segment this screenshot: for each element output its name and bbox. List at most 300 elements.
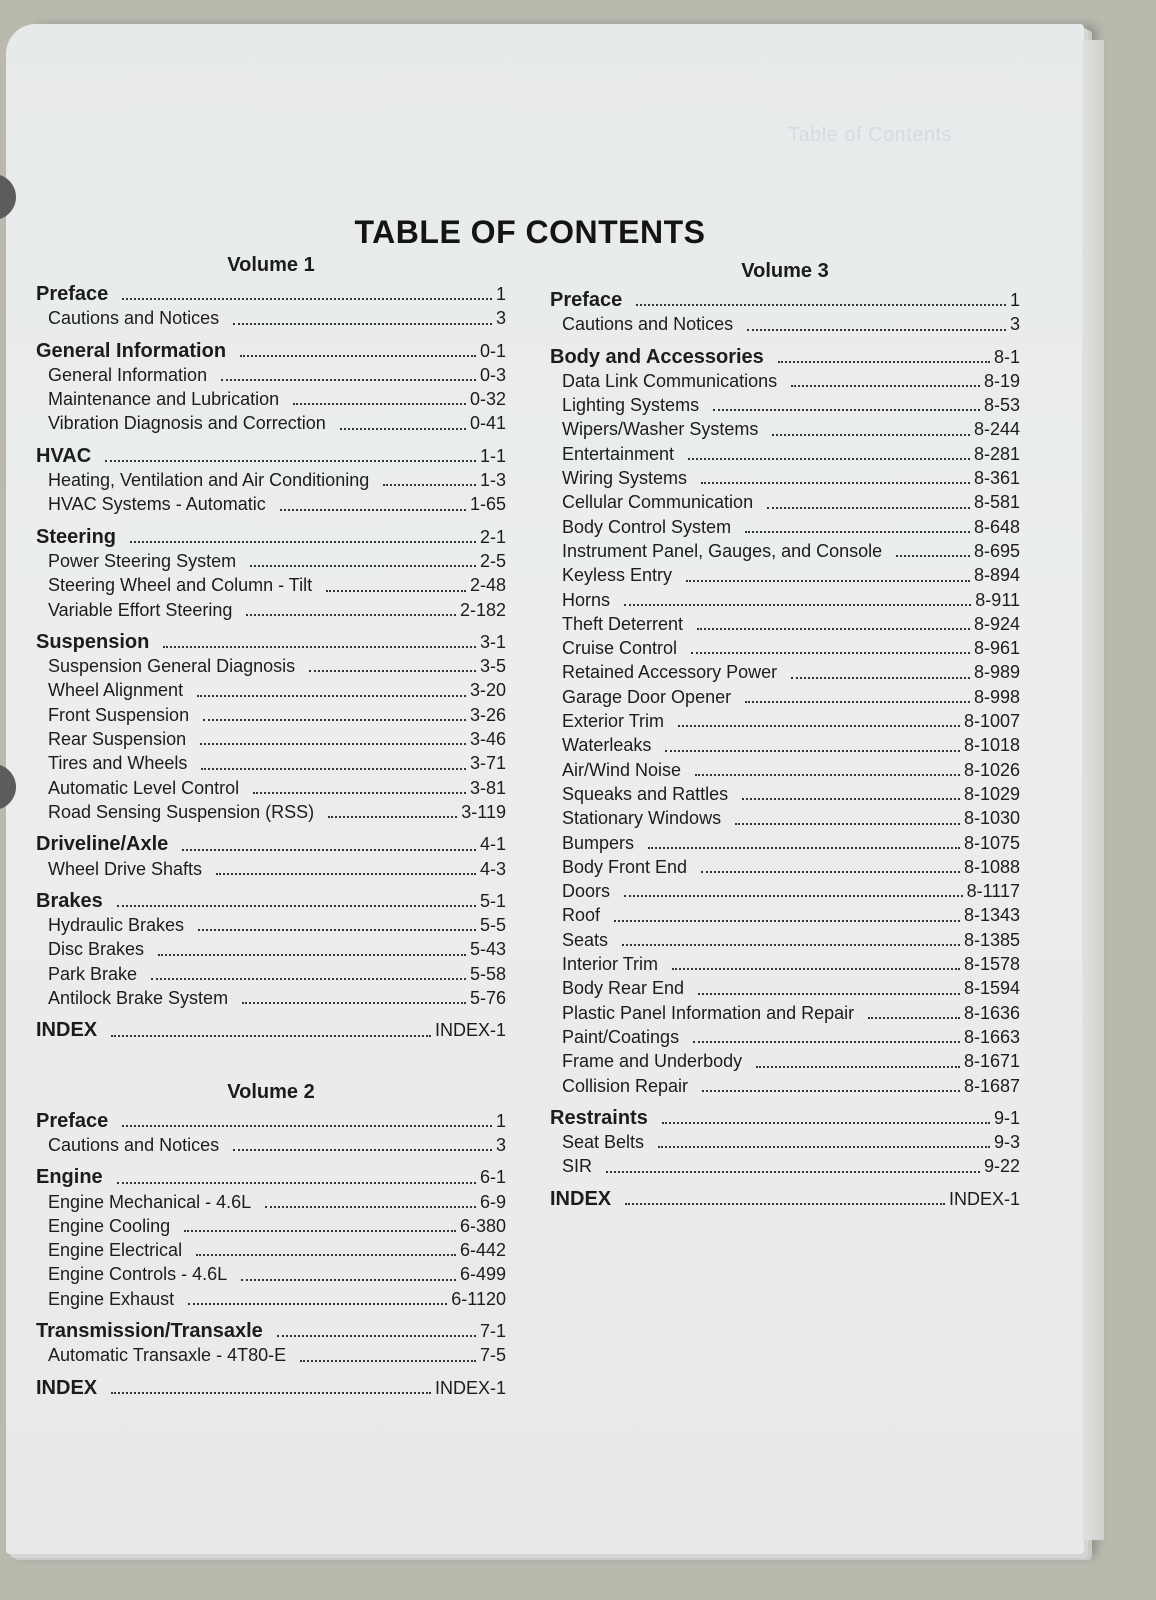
dot-leader xyxy=(695,768,960,776)
toc-entry-label: Power Steering System xyxy=(48,550,237,571)
toc-entry-page: 4-3 xyxy=(479,858,506,879)
dot-leader xyxy=(198,923,476,931)
toc-entry-page: 6-9 xyxy=(479,1191,506,1212)
toc-entry-label: Automatic Transaxle - 4T80-E xyxy=(48,1345,287,1366)
toc-entry xyxy=(550,855,1020,879)
toc-entry-page: 8-1343 xyxy=(963,905,1020,926)
toc-entry-label: Roof xyxy=(562,905,601,926)
toc-entry-page: 8-1075 xyxy=(963,832,1020,853)
toc-entry-page: 5-76 xyxy=(469,988,506,1009)
toc-entry-page: 8-1007 xyxy=(963,711,1020,732)
toc-entry-page: 3-5 xyxy=(479,656,506,677)
section-heading xyxy=(36,889,506,913)
toc-entry-label: Variable Effort Steering xyxy=(48,599,233,620)
toc-entry-label: Engine Electrical xyxy=(48,1240,183,1261)
toc-entry xyxy=(550,1074,1020,1098)
toc-entry xyxy=(36,1287,506,1311)
toc-entry-label: Interior Trim xyxy=(562,954,659,975)
toc-entry-label: Wheel Alignment xyxy=(48,680,184,701)
section-heading-page: 1-1 xyxy=(479,445,506,466)
dot-leader xyxy=(188,1297,447,1305)
toc-entry xyxy=(36,468,506,492)
toc-entry xyxy=(550,903,1020,927)
toc-entry-page: 0-41 xyxy=(469,413,506,434)
toc-entry-page: 9-3 xyxy=(993,1132,1020,1153)
section-heading xyxy=(36,630,506,654)
toc-entry-label: Air/Wind Noise xyxy=(562,759,682,780)
toc-entry-page: 0-32 xyxy=(469,389,506,410)
section-heading-page: 4-1 xyxy=(479,834,506,855)
dot-leader xyxy=(868,1011,960,1019)
toc-entry xyxy=(550,1130,1020,1154)
toc-entry-label: Wiring Systems xyxy=(562,468,688,489)
toc-entry xyxy=(550,490,1020,514)
bleed-through-header: Table of Contents xyxy=(788,124,953,146)
toc-entry xyxy=(550,1049,1020,1073)
dot-leader xyxy=(111,1029,431,1037)
dot-leader xyxy=(672,962,960,970)
toc-section xyxy=(550,345,1020,1098)
dot-leader xyxy=(122,1119,492,1127)
dot-leader xyxy=(163,640,476,648)
toc-entry xyxy=(36,387,506,411)
section-heading-label: Suspension xyxy=(36,630,150,653)
section-heading-label: Driveline/Axle xyxy=(36,833,169,856)
toc-entry-page: 3-26 xyxy=(469,704,506,725)
toc-entry-page: 3-119 xyxy=(461,801,506,822)
section-heading xyxy=(550,345,1020,369)
section-heading-page: 3-1 xyxy=(479,631,506,652)
toc-entry-page: 2-182 xyxy=(459,599,506,620)
dot-leader xyxy=(624,889,963,897)
section-heading xyxy=(36,444,506,468)
toc-entry xyxy=(36,1238,506,1262)
toc-entry xyxy=(36,654,506,678)
toc-entry-label: Instrument Panel, Gauges, and Console xyxy=(562,540,883,561)
toc-entry xyxy=(550,660,1020,684)
toc-entry xyxy=(36,306,506,330)
toc-entry-page: 8-989 xyxy=(973,662,1020,683)
toc-entry xyxy=(550,976,1020,1000)
binder-hole xyxy=(0,764,16,810)
right-column xyxy=(550,256,1020,1211)
toc-entry-page: 5-43 xyxy=(469,939,506,960)
toc-entry-label: SIR xyxy=(562,1156,593,1177)
toc-entry-label: Wheel Drive Shafts xyxy=(48,858,203,879)
dot-leader xyxy=(688,452,970,460)
toc-entry xyxy=(550,758,1020,782)
toc-entry-page: 8-1671 xyxy=(963,1051,1020,1072)
toc-entry-label: Squeaks and Rattles xyxy=(562,783,729,804)
toc-entry xyxy=(36,492,506,516)
section-heading-label: Preface xyxy=(550,289,623,311)
toc-entry xyxy=(550,685,1020,709)
dot-leader xyxy=(182,843,476,851)
section-heading xyxy=(36,1109,506,1133)
dot-leader xyxy=(756,1060,960,1068)
section-heading-page: 7-1 xyxy=(479,1320,506,1341)
section-heading xyxy=(36,339,506,363)
toc-entry-page: 8-1594 xyxy=(963,978,1020,999)
toc-entry xyxy=(550,563,1020,587)
dot-leader xyxy=(122,292,492,300)
dot-leader xyxy=(745,525,970,533)
toc-entry-label: Garage Door Opener xyxy=(562,686,732,707)
dot-leader xyxy=(111,1386,431,1394)
toc-entry-label: Exterior Trim xyxy=(562,711,665,732)
toc-entry-page: 8-998 xyxy=(973,686,1020,707)
toc-entry xyxy=(550,393,1020,417)
dot-leader xyxy=(117,899,476,907)
toc-entry-page: 8-695 xyxy=(973,540,1020,561)
dot-leader xyxy=(240,349,476,357)
section-heading-page: 6-1 xyxy=(479,1167,506,1188)
dot-leader xyxy=(130,535,476,543)
dot-leader xyxy=(648,841,960,849)
toc-entry-page: 8-1018 xyxy=(963,735,1020,756)
toc-entry-label: Engine Controls - 4.6L xyxy=(48,1264,228,1285)
toc-entry-page: 8-1088 xyxy=(963,856,1020,877)
toc-entry-label: Seats xyxy=(562,929,609,950)
section-heading-page: 2-1 xyxy=(479,526,506,547)
toc-entry-label: Paint/Coatings xyxy=(562,1026,680,1047)
toc-entry-page: 8-648 xyxy=(973,516,1020,537)
toc-entry-label: Horns xyxy=(562,589,611,610)
toc-entry xyxy=(36,986,506,1010)
section-heading xyxy=(36,1165,506,1189)
section-heading xyxy=(36,282,506,306)
toc-section xyxy=(550,288,1020,337)
section-heading-label: General Information xyxy=(36,339,227,362)
section-heading-label: HVAC xyxy=(36,444,92,467)
dot-leader xyxy=(693,1035,960,1043)
toc-entry xyxy=(550,442,1020,466)
toc-entry-page: 3 xyxy=(1009,314,1020,335)
toc-entry-label: Data Link Communications xyxy=(562,370,778,391)
dot-leader xyxy=(742,792,960,800)
dot-leader xyxy=(200,737,466,745)
dot-leader xyxy=(253,786,466,794)
dot-leader xyxy=(702,1084,960,1092)
index-entry-label: INDEX xyxy=(36,1376,98,1399)
section-heading-label: Preface xyxy=(36,1109,109,1132)
index-entry xyxy=(36,1376,506,1400)
toc-entry-label: Cautions and Notices xyxy=(48,1134,220,1155)
toc-entry xyxy=(36,800,506,824)
toc-entry-page: 6-380 xyxy=(459,1215,506,1236)
dot-leader xyxy=(277,1329,476,1337)
toc-entry xyxy=(550,928,1020,952)
volume-2-title: Volume 2 xyxy=(227,1080,315,1103)
index-entry-label: INDEX xyxy=(36,1019,98,1042)
toc-section xyxy=(36,1319,506,1368)
toc-entry xyxy=(36,913,506,937)
volume-2-toc xyxy=(36,1109,506,1400)
toc-entry-label: Bumpers xyxy=(562,832,635,853)
toc-entry xyxy=(550,417,1020,441)
toc-entry-label: Suspension General Diagnosis xyxy=(48,656,296,677)
toc-entry xyxy=(550,733,1020,757)
dot-leader xyxy=(326,584,466,592)
index-entry-page: INDEX-1 xyxy=(948,1188,1020,1209)
index-entry xyxy=(36,1018,506,1042)
toc-section xyxy=(36,1109,506,1158)
dot-leader xyxy=(778,355,990,363)
toc-entry-page: 8-924 xyxy=(973,613,1020,634)
section-heading-page: 8-1 xyxy=(993,346,1020,367)
toc-entry-page: 8-581 xyxy=(973,492,1020,513)
dot-leader xyxy=(383,478,476,486)
dot-leader xyxy=(117,1176,476,1184)
dot-leader xyxy=(665,744,960,752)
toc-entry xyxy=(550,1025,1020,1049)
toc-entry-label: Lighting Systems xyxy=(562,395,700,416)
dot-leader xyxy=(184,1224,456,1232)
toc-entry-page: 2-48 xyxy=(469,575,506,596)
toc-entry-page: 8-281 xyxy=(973,443,1020,464)
toc-entry-label: Cruise Control xyxy=(562,638,678,659)
dot-leader xyxy=(105,454,476,462)
index-entry-page: INDEX-1 xyxy=(434,1377,506,1398)
section-heading-label: Preface xyxy=(36,283,109,305)
toc-entry-page: 8-1117 xyxy=(966,881,1020,902)
volume-1-title: Volume 1 xyxy=(227,254,315,276)
toc-entry-label: Cellular Communication xyxy=(562,492,754,513)
toc-entry-page: 5-58 xyxy=(469,963,506,984)
section-heading-label: Steering xyxy=(36,525,117,548)
toc-entry xyxy=(550,612,1020,636)
dot-leader xyxy=(233,1143,492,1151)
toc-entry xyxy=(550,312,1020,336)
dot-leader xyxy=(309,664,476,672)
section-heading xyxy=(550,1106,1020,1130)
toc-entry xyxy=(36,1214,506,1238)
toc-entry-page: 8-1385 xyxy=(963,929,1020,950)
toc-entry-label: Maintenance and Lubrication xyxy=(48,389,280,410)
dot-leader xyxy=(241,1273,456,1281)
toc-entry-label: Antilock Brake System xyxy=(48,988,229,1009)
dot-leader xyxy=(340,422,466,430)
toc-entry xyxy=(36,411,506,435)
dot-leader xyxy=(246,608,456,616)
dot-leader xyxy=(636,298,1006,306)
toc-entry-page: 8-1029 xyxy=(963,783,1020,804)
toc-entry xyxy=(36,573,506,597)
toc-section xyxy=(550,1106,1020,1179)
toc-entry xyxy=(36,678,506,702)
toc-entry-label: Hydraulic Brakes xyxy=(48,915,185,936)
toc-entry-label: Rear Suspension xyxy=(48,729,187,750)
toc-entry-page: 3 xyxy=(495,308,506,329)
toc-entry-page: 3 xyxy=(495,1134,506,1155)
toc-entry-label: Cautions and Notices xyxy=(48,308,220,329)
dot-leader xyxy=(614,914,960,922)
toc-entry-label: Road Sensing Suspension (RSS) xyxy=(48,801,315,822)
toc-entry-page: 6-442 xyxy=(459,1240,506,1261)
section-heading-page: 5-1 xyxy=(479,890,506,911)
page-title: TABLE OF CONTENTS xyxy=(354,214,706,250)
dot-leader xyxy=(221,373,476,381)
toc-entry-label: Body Front End xyxy=(562,856,688,877)
section-heading xyxy=(36,525,506,549)
section-heading xyxy=(36,1319,506,1343)
toc-entry-page: 1-3 xyxy=(479,470,506,491)
toc-entry-page: 8-1687 xyxy=(963,1075,1020,1096)
toc-entry xyxy=(36,962,506,986)
toc-section xyxy=(36,630,506,824)
toc-entry-page: 8-19 xyxy=(983,370,1020,391)
toc-entry-page: 8-1026 xyxy=(963,759,1020,780)
section-heading-page: 0-1 xyxy=(479,340,506,361)
toc-entry-label: Plastic Panel Information and Repair xyxy=(562,1002,855,1023)
section-heading-page: 1 xyxy=(495,1110,506,1131)
section-heading-label: Brakes xyxy=(36,889,103,912)
dot-leader xyxy=(735,817,960,825)
index-entry xyxy=(550,1187,1020,1211)
toc-entry-page: 0-3 xyxy=(479,364,506,385)
dot-leader xyxy=(242,996,466,1004)
volume-3-title: Volume 3 xyxy=(741,260,829,282)
toc-entry-label: Entertainment xyxy=(562,443,675,464)
toc-entry-label: Body Rear End xyxy=(562,978,685,999)
dot-leader xyxy=(697,622,970,630)
toc-entry xyxy=(36,727,506,751)
toc-section xyxy=(36,525,506,622)
toc-entry xyxy=(550,539,1020,563)
toc-entry-label: Front Suspension xyxy=(48,704,190,725)
toc-entry-page: 8-361 xyxy=(973,468,1020,489)
dot-leader xyxy=(606,1165,980,1173)
dot-leader xyxy=(250,559,476,567)
toc-entry-page: 3-71 xyxy=(469,753,506,774)
toc-entry-page: 8-244 xyxy=(973,419,1020,440)
toc-entry-page: 6-499 xyxy=(459,1264,506,1285)
toc-entry-label: Disc Brakes xyxy=(48,939,145,960)
toc-entry-label: Steering Wheel and Column - Tilt xyxy=(48,575,313,596)
dot-leader xyxy=(197,689,466,697)
dot-leader xyxy=(624,598,971,606)
dot-leader xyxy=(662,1116,990,1124)
dot-leader xyxy=(713,403,980,411)
volume-3-toc xyxy=(550,288,1020,1211)
dot-leader xyxy=(745,695,970,703)
section-heading xyxy=(36,832,506,856)
toc-entry-page: 3-46 xyxy=(469,729,506,750)
toc-entry xyxy=(550,709,1020,733)
toc-entry xyxy=(36,1343,506,1367)
section-heading-page: 1 xyxy=(495,284,506,304)
toc-entry xyxy=(550,782,1020,806)
toc-entry-label: Engine Mechanical - 4.6L xyxy=(48,1191,252,1212)
toc-entry-page: 8-894 xyxy=(973,565,1020,586)
dot-leader xyxy=(328,810,457,818)
toc-entry xyxy=(36,751,506,775)
dot-leader xyxy=(158,948,466,956)
dot-leader xyxy=(791,671,970,679)
toc-entry-page: 8-961 xyxy=(973,638,1020,659)
toc-entry-label: Heating, Ventilation and Air Conditioning xyxy=(48,470,370,491)
dot-leader xyxy=(896,549,970,557)
toc-section xyxy=(36,339,506,436)
toc-entry-page: 8-1663 xyxy=(963,1026,1020,1047)
dot-leader xyxy=(233,317,492,325)
toc-entry-page: 8-1636 xyxy=(963,1002,1020,1023)
dot-leader xyxy=(767,501,970,509)
toc-entry-label: Doors xyxy=(562,881,611,902)
toc-entry-label: Theft Deterrent xyxy=(562,613,684,634)
toc-entry-label: Keyless Entry xyxy=(562,565,673,586)
toc-entry-page: 8-53 xyxy=(983,395,1020,416)
toc-entry-label: HVAC Systems - Automatic xyxy=(48,494,266,515)
toc-entry xyxy=(550,831,1020,855)
page-stack-edge xyxy=(1082,40,1104,1540)
toc-entry-label: Engine Cooling xyxy=(48,1215,171,1236)
toc-entry xyxy=(36,363,506,387)
toc-entry-page: 9-22 xyxy=(983,1156,1020,1177)
toc-entry-page: 2-5 xyxy=(479,550,506,571)
toc-entry-label: Vibration Diagnosis and Correction xyxy=(48,413,326,434)
dot-leader xyxy=(151,972,466,980)
dot-leader xyxy=(658,1140,990,1148)
toc-entry-label: Seat Belts xyxy=(562,1132,645,1153)
section-heading-label: Transmission/Transaxle xyxy=(36,1319,263,1342)
toc-entry-label: Park Brake xyxy=(48,963,138,984)
toc-entry-label: Collision Repair xyxy=(562,1075,689,1096)
toc-section xyxy=(36,444,506,517)
toc-entry xyxy=(36,776,506,800)
dot-leader xyxy=(300,1354,476,1362)
index-entry-label: INDEX xyxy=(550,1187,612,1210)
toc-entry-label: Waterleaks xyxy=(562,735,652,756)
dot-leader xyxy=(791,379,980,387)
toc-entry xyxy=(36,1262,506,1286)
dot-leader xyxy=(701,476,970,484)
toc-entry-label: Automatic Level Control xyxy=(48,777,240,798)
toc-entry-page: 3-20 xyxy=(469,680,506,701)
dot-leader xyxy=(203,713,466,721)
toc-entry xyxy=(550,515,1020,539)
section-heading-label: Engine xyxy=(36,1166,103,1189)
toc-entry xyxy=(550,588,1020,612)
toc-entry xyxy=(36,1133,506,1157)
toc-entry xyxy=(36,598,506,622)
volume-1-toc xyxy=(36,282,506,1043)
toc-entry-label: Stationary Windows xyxy=(562,808,722,829)
toc-entry-label: Wipers/Washer Systems xyxy=(562,419,759,440)
dot-leader xyxy=(216,867,476,875)
toc-section xyxy=(36,282,506,331)
dot-leader xyxy=(625,1197,945,1205)
toc-entry xyxy=(550,806,1020,830)
toc-section xyxy=(36,832,506,881)
dot-leader xyxy=(280,503,466,511)
dot-leader xyxy=(701,865,960,873)
section-heading xyxy=(550,288,1020,312)
toc-entry xyxy=(36,1190,506,1214)
toc-entry-label: Cautions and Notices xyxy=(562,314,734,335)
toc-entry xyxy=(550,952,1020,976)
toc-entry-page: 3-81 xyxy=(469,777,506,798)
toc-entry xyxy=(36,703,506,727)
toc-entry-page: 7-5 xyxy=(479,1345,506,1366)
toc-entry-label: Body Control System xyxy=(562,516,732,537)
toc-entry-page: 8-1578 xyxy=(963,954,1020,975)
dot-leader xyxy=(691,646,970,654)
toc-entry xyxy=(36,857,506,881)
toc-section xyxy=(36,1165,506,1311)
left-column xyxy=(36,250,506,1400)
dot-leader xyxy=(678,719,960,727)
